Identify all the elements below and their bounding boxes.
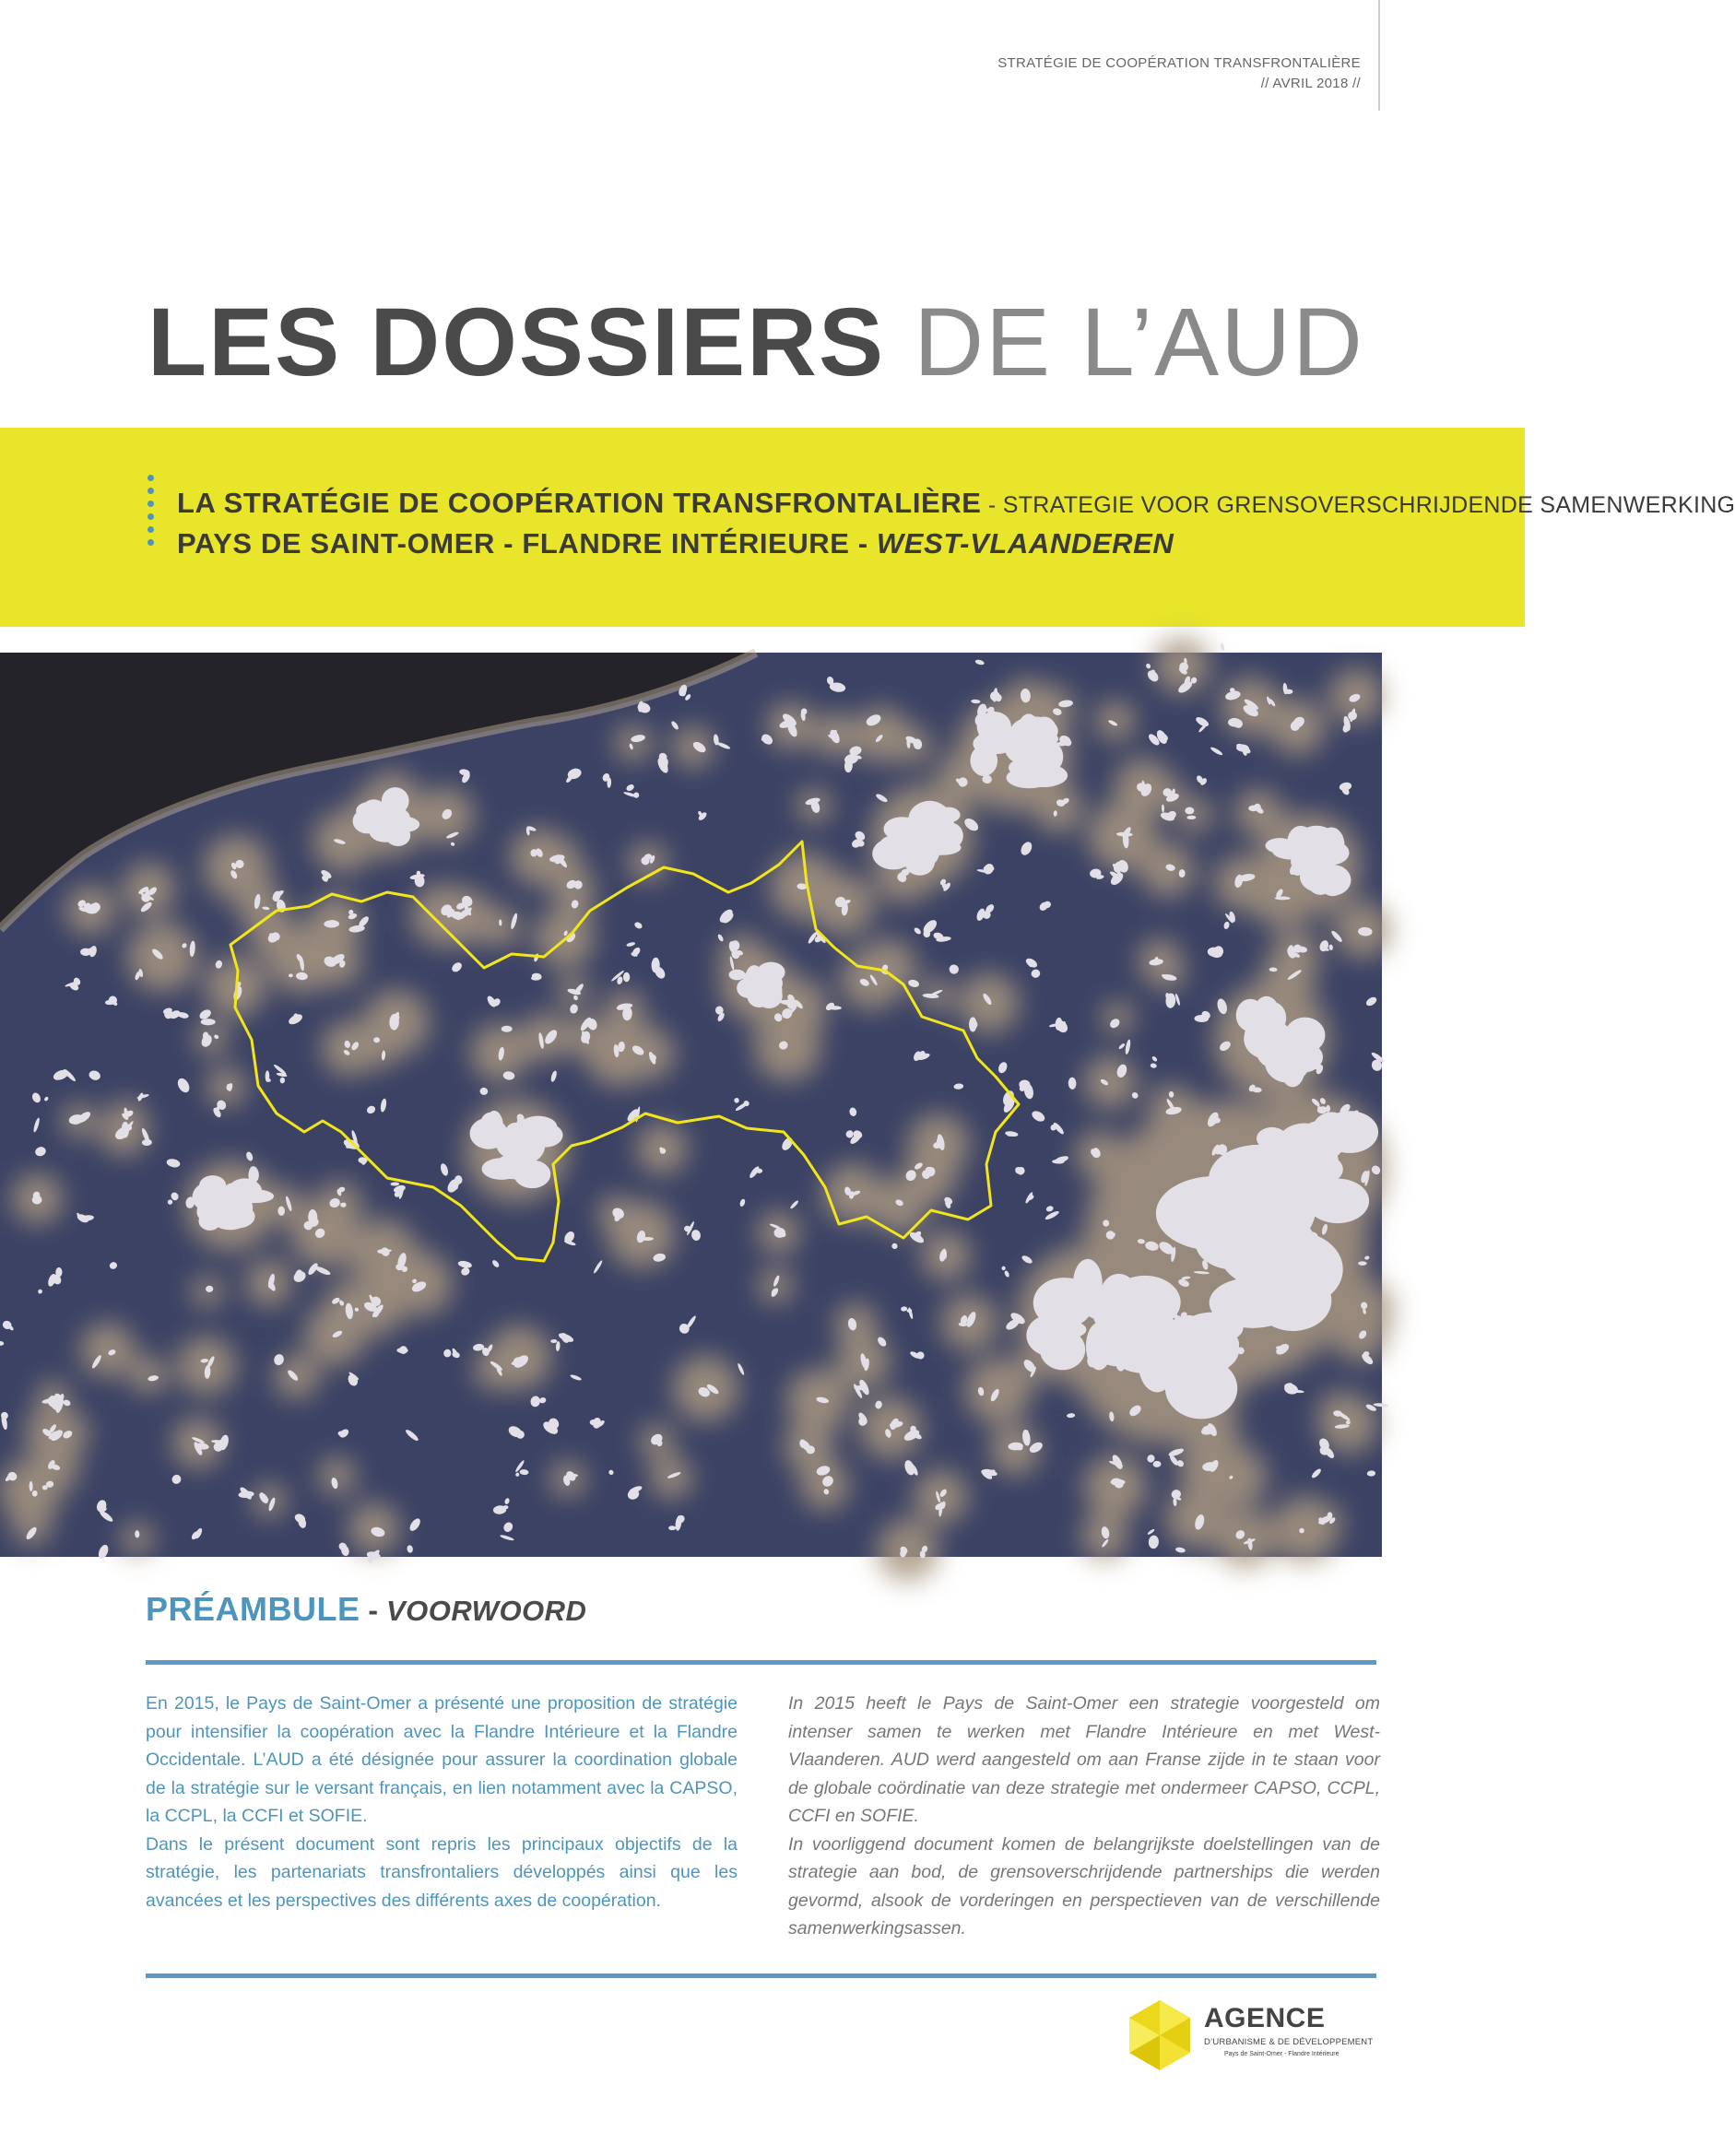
- preamble-text-nl: [788, 1690, 1380, 1943]
- banner-title-fr: LA STRATÉGIE DE COOPÉRATION TRANSFRONTALIÈRE: [177, 487, 982, 519]
- banner-dots-decoration: [148, 475, 155, 552]
- header-divider: [1378, 0, 1380, 111]
- agency-subtitle: D’URBANISME & DE DÉVELOPPEMENT: [1204, 2037, 1374, 2047]
- banner-territories: PAYS DE SAINT-OMER - FLANDRE INTÉRIEURE -: [177, 527, 877, 560]
- territory-map-graphic: [0, 653, 1382, 1557]
- preamble-fr-paragraph-2: Dans le présent document sont repris les principaux objectifs de la stratégie, les partenariats transfrontaliers développés ainsi que les avancées et les perspectives des différents axes de coopération.: [146, 1833, 738, 1911]
- agency-logo: [1123, 1998, 1390, 2077]
- banner-title-nl: STRATEGIE VOOR GRENSOVERSCHRIJDENDE SAMENWERKING: [1002, 492, 1735, 518]
- banner-line-2: [177, 527, 1174, 560]
- section-divider-bottom: [146, 1973, 1376, 1978]
- document-date: // AVRIL 2018 //: [1260, 76, 1361, 91]
- page-title-bold: LES DOSSIERS: [148, 289, 886, 396]
- section-divider-top: [146, 1660, 1376, 1665]
- page-title-light: DE L’AUD: [914, 289, 1364, 396]
- preamble-title: PRÉAMBULE - VOORWOORD: [146, 1590, 587, 1628]
- banner-territory-nl: WEST-VLAANDEREN: [876, 527, 1174, 560]
- preamble-nl-paragraph-2: In voorliggend document komen de belangrijkste doelstellingen van de strategie aan bod, de grensoverschrijdende partnerships die werden gevormd, alsook de vorderingen en perspectieven van de verschillende samenwerkingsassen.: [788, 1833, 1380, 1938]
- preamble-nl-paragraph-1: In 2015 heeft le Pays de Saint-Omer een strategie voorgesteld om intenser samen te werken met Flandre Intérieure en met West-Vlaanderen. AUD werd aangesteld om aan Franse zijde in te staan voor de globale coördinatie van deze strategie met ondermeer CAPSO, CCPL, CCFI en SOFIE.: [788, 1693, 1380, 1826]
- territory-map: [0, 653, 1382, 1557]
- preamble-title-fr: PRÉAMBULE: [146, 1590, 360, 1628]
- preamble-fr-paragraph-1: En 2015, le Pays de Saint-Omer a présenté une proposition de stratégie pour intensifier la coopération avec la Flandre Intérieure et la Flandre Occidentale. L’AUD a été désignée pour assurer la coordination globale de la stratégie sur le versant français, en lien notamment avec la CAPSO, la CCPL, la CCFI et SOFIE.: [146, 1693, 738, 1826]
- preamble-text-fr: [146, 1690, 738, 1914]
- agency-name: AGENCE: [1204, 2003, 1326, 2033]
- preamble-title-nl: VOORWOORD: [385, 1595, 587, 1627]
- agency-territory: Pays de Saint-Omer - Flandre Intérieure: [1224, 2051, 1340, 2057]
- banner-line-1: LA STRATÉGIE DE COOPÉRATION TRANSFRONTALIÈRE - STRATEGIE VOOR GRENSOVERSCHRIJDENDE SAMENWERKING: [177, 487, 1735, 519]
- document-subject: STRATÉGIE DE COOPÉRATION TRANSFRONTALIÈRE: [997, 55, 1361, 71]
- document-header: [997, 53, 1361, 94]
- hexagon-logo-icon: [1123, 1998, 1197, 2072]
- page-title: [148, 288, 1364, 398]
